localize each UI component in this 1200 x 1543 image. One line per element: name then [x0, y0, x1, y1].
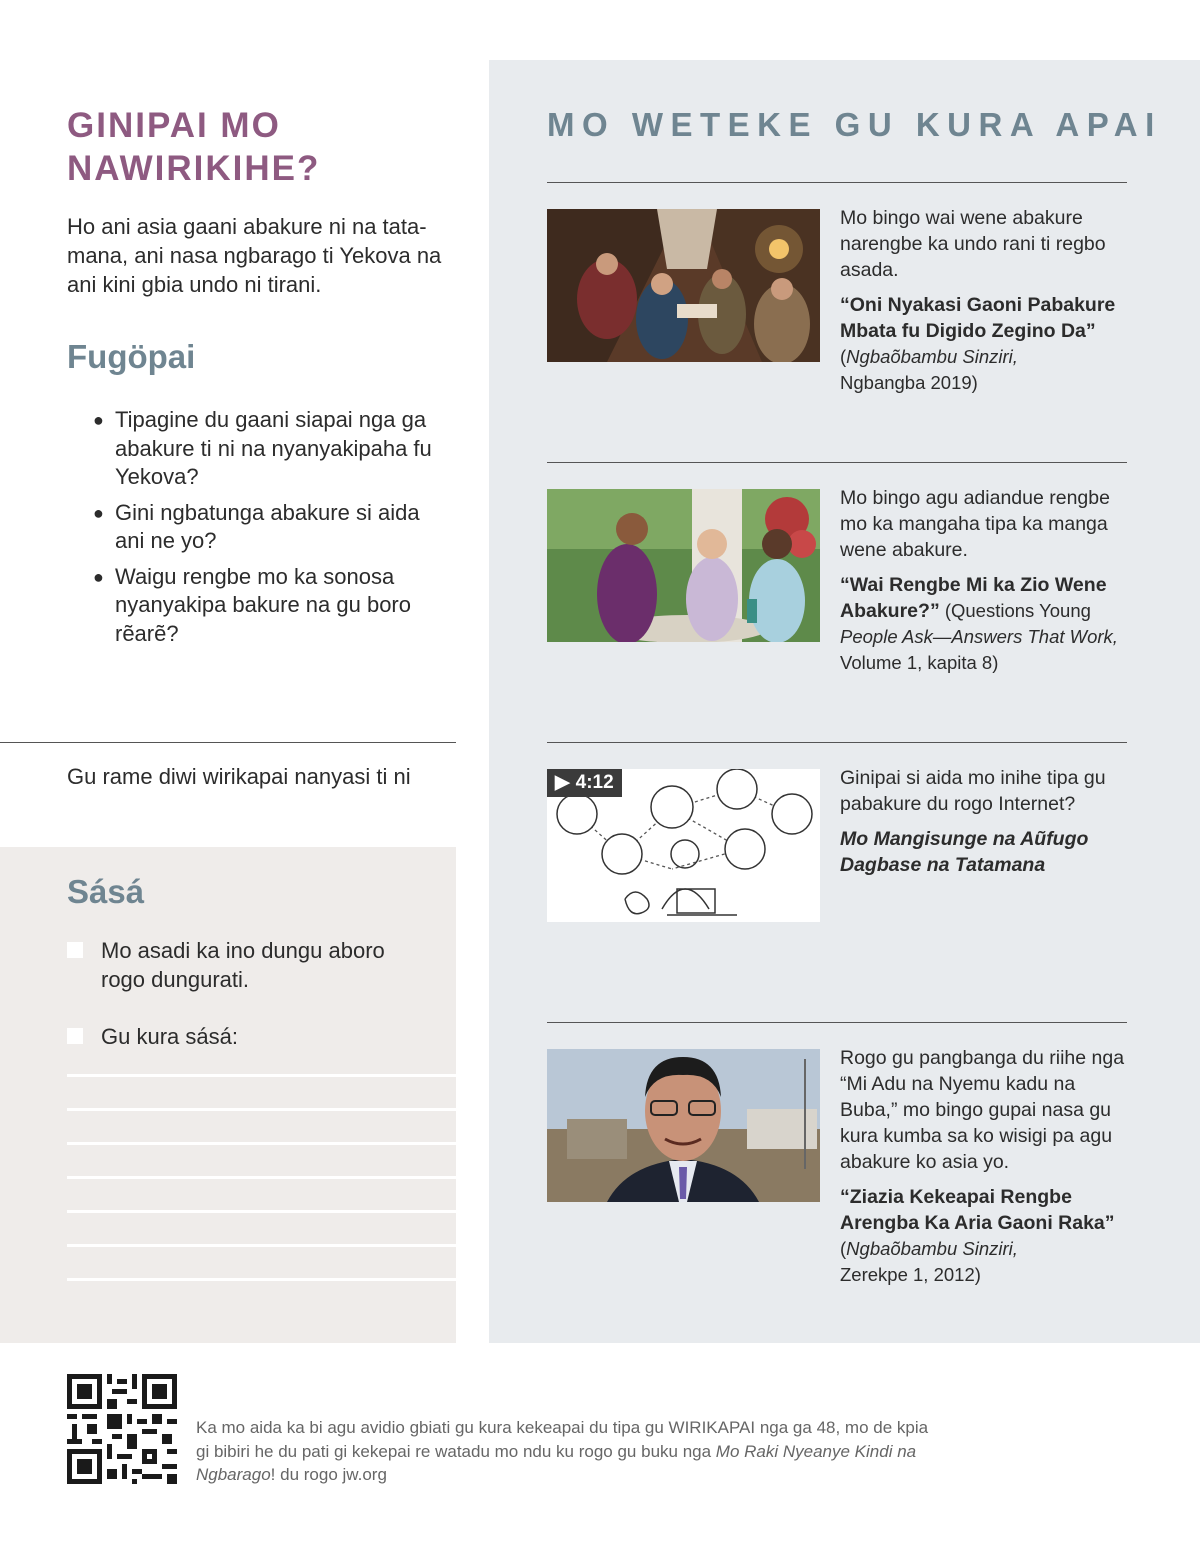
goals-panel [0, 847, 456, 1343]
photo-illustration [547, 209, 820, 362]
recap-question-text: Waigu rengbe mo ka sonosa nyanyakipa bakure na gu boro rẽarẽ? [115, 563, 411, 646]
review-title: GINIPAI MO NAWIRIKIHE? [67, 106, 321, 188]
online-friends-video-thumbnail[interactable] [547, 769, 820, 922]
checkbox[interactable] [67, 942, 83, 958]
recap-question [93, 406, 453, 492]
publication-issue: Volume 1, kapita 8) [840, 652, 999, 673]
recap-question-text: Tipagine du gaani siapai nga ga abakure ti ni na nyanyakipaha fu Yekova? [115, 407, 432, 489]
item-description: Rogo gu pangbanga du riihe nga “Mi Adu na Nyemu kadu na Buba,” mo bingo gupai nasa gu kura kumba sa ko wisigi pa agu abakure ko asia yo. [840, 1047, 1125, 1173]
explore-item [840, 1045, 1132, 1288]
source-paren: (Questions Young [939, 600, 1091, 621]
man-portrait-photo[interactable] [547, 1049, 820, 1202]
divider [547, 462, 1127, 463]
photo-illustration [547, 489, 820, 642]
bullet-icon: ● [93, 410, 104, 430]
divider [547, 742, 1127, 743]
qr-code-graphic [67, 1374, 177, 1484]
divider [547, 1022, 1127, 1023]
recap-question-text: Gini ngbatunga abakure si aida ani ne yo? [115, 499, 420, 553]
review-intro: Ho ani asia gaani abakure ni na tatamana, ani nasa ngbarago ti Yekova na ani kini gbia undo ni tirani. [67, 214, 442, 297]
bullet-icon: ● [93, 566, 104, 587]
video-link[interactable]: Mo Mangisunge na Aũfugo Dagbase na Tatamana [840, 828, 1089, 876]
checkbox[interactable] [67, 1028, 83, 1044]
bullet-icon: ● [93, 502, 104, 523]
write-line[interactable] [67, 1278, 456, 1281]
photo-illustration [547, 1049, 820, 1202]
item-source [840, 572, 1132, 676]
footer-text: Ka mo aida ka bi agu avidio gbiati gu kura kekeapai du tipa gu WIRIKAPAI nga ga 48, mo de kpia gi bibiri he du pati gi kekepai re watadu mo ndu ku rogo gu buku nga [196, 1418, 929, 1461]
item-source [840, 292, 1132, 396]
explore-panel [489, 60, 1200, 1343]
article-link[interactable]: “Ziazia Kekeapai Rengbe Arengba Ka Aria Gaoni Raka” [840, 1186, 1115, 1234]
item-source [840, 1184, 1132, 1288]
goal-text: Gu kura sásá: [101, 1024, 238, 1049]
article-link[interactable]: “Wai Rengbe Mi ka Zio Wene Abakure?” [840, 574, 1107, 622]
left-column [0, 0, 456, 1343]
divider [547, 182, 1127, 183]
item-source [840, 826, 1132, 878]
recap-question [93, 563, 453, 649]
write-line[interactable] [67, 1244, 456, 1247]
publication-name: Ngbaõbambu Sinziri, [846, 1238, 1018, 1259]
video-duration-badge [547, 769, 622, 797]
source-paren: ( [840, 1238, 847, 1259]
write-line[interactable] [67, 1108, 456, 1111]
write-line[interactable] [67, 1142, 456, 1145]
write-line[interactable] [67, 1176, 456, 1179]
explore-item [840, 485, 1132, 676]
friends-at-table-photo[interactable] [547, 489, 820, 642]
attic-bible-study-photo[interactable] [547, 209, 820, 362]
publication-issue: Zerekpe 1, 2012) [840, 1264, 981, 1285]
recap-question-list [93, 406, 453, 655]
play-icon: ▶ [555, 772, 570, 793]
item-description: Ginipai si aida mo inihe tipa gu pabakure du rogo Internet? [840, 767, 1106, 815]
item-description: Mo bingo agu adiandue rengbe mo ka mangaha tipa ka manga wene abakure. [840, 487, 1110, 561]
write-line[interactable] [67, 1074, 456, 1077]
goal-item [67, 936, 427, 994]
recap-question [93, 499, 453, 556]
goals-title: Sásá [67, 873, 145, 910]
write-line[interactable] [67, 1210, 456, 1213]
article-link[interactable]: “Oni Nyakasi Gaoni Pabakure Mbata fu Digido Zegino Da” [840, 294, 1116, 342]
footer-note [196, 1416, 936, 1487]
divider [0, 742, 456, 743]
source-paren: ( [840, 346, 847, 367]
goal-item [67, 1022, 427, 1051]
video-duration: 4:12 [575, 772, 614, 793]
footer-link-text[interactable]: ! du rogo jw.org [270, 1465, 387, 1484]
publication-issue: Ngbangba 2019) [840, 372, 978, 393]
learned-text: Gu rame diwi wirikapai nanyasi ti ni [67, 764, 411, 789]
goal-text: Mo asadi ka ino dungu aboro rogo dungurati. [101, 938, 385, 992]
explore-item [840, 205, 1132, 396]
recap-title: Fugöpai [67, 338, 196, 375]
explore-item [840, 765, 1132, 878]
qr-code-icon[interactable] [67, 1374, 177, 1484]
publication-name: Ngbaõbambu Sinziri, [846, 346, 1018, 367]
explore-title: MO WETEKE GU KURA APAI [547, 106, 1162, 143]
book-title: Mo Raki Nyeanye Kindi na Ngbarago [196, 1441, 917, 1484]
item-description: Mo bingo wai wene abakure narengbe ka undo rani ti regbo asada. [840, 207, 1106, 281]
publication-name: People Ask—Answers That Work, [840, 626, 1118, 647]
